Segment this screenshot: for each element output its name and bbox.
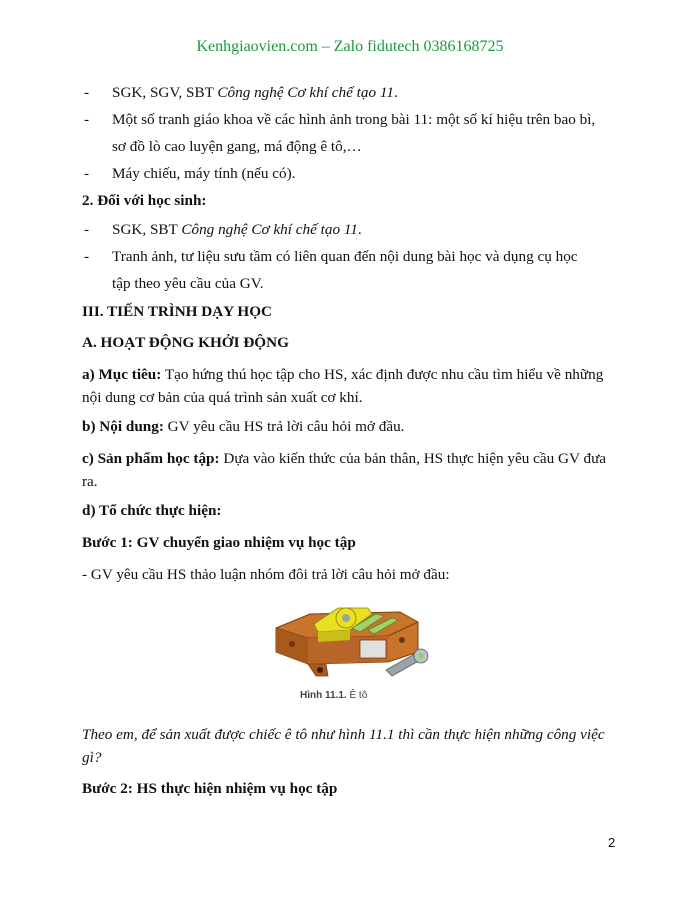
organize-heading: d) Tổ chức thực hiện: (82, 502, 222, 519)
step1-paragraph: - GV yêu cầu HS thảo luận nhóm đôi trả lời câu hỏi mở đầu: (82, 566, 450, 583)
section-heading: A. HOẠT ĐỘNG KHỞI ĐỘNG (82, 334, 289, 351)
question-paragraph: Theo em, để sản xuất được chiếc ê tô như hình 11.1 thì cần thực hiện những công việc (82, 726, 605, 743)
students-heading: 2. Đối với học sinh: (82, 192, 207, 209)
header-separator: – (317, 38, 334, 55)
product-paragraph: c) Sản phẩm học tập: Dựa vào kiến thức của bản thân, HS thực hiện yêu cầu GV đưa (82, 450, 607, 467)
objective-paragraph-cont: nội dung cơ bản của quá trình sản xuất cơ khí. (82, 389, 363, 406)
header-site[interactable]: Kenhgiaovien.com (196, 38, 318, 55)
bullet-dash: - (84, 111, 90, 128)
question-paragraph-cont: gì? (82, 749, 102, 766)
bullet-dash: - (84, 84, 90, 101)
objective-paragraph: a) Mục tiêu: Tạo hứng thú học tập cho HS, xác định được nhu cầu tìm hiểu về những (82, 366, 604, 383)
header-contact[interactable]: Zalo fidutech 0386168725 (333, 38, 504, 55)
vise-figure (268, 600, 436, 686)
list-item: - Một số tranh giáo khoa về các hình ảnh trong bài 11: một số kí hiệu trên bao bì, (102, 106, 618, 133)
list-item: - SGK, SGV, SBT Công nghệ Cơ khí chế tạo 11. (102, 79, 618, 106)
content-paragraph: b) Nội dung: GV yêu cầu HS trả lời câu hỏi mở đầu. (82, 418, 405, 435)
section-heading: III. TIẾN TRÌNH DẠY HỌC (82, 303, 273, 320)
list-item-continuation: sơ đồ lò cao luyện gang, má động ê tô,… (112, 138, 362, 155)
step1-heading: Bước 1: GV chuyển giao nhiệm vụ học tập (82, 534, 356, 551)
list-item: - Tranh ảnh, tư liệu sưu tầm có liên quan đến nội dung bài học và dụng cụ học (102, 243, 618, 270)
product-paragraph-cont: ra. (82, 473, 98, 490)
bullet-dash: - (84, 248, 90, 265)
figure-caption: Hình 11.1. Ê tô (300, 690, 368, 701)
list-item-continuation: tập theo yêu cầu của GV. (112, 275, 264, 292)
list-item: - Máy chiếu, máy tính (nếu có). (102, 160, 618, 187)
page-header (0, 38, 700, 56)
page-number: 2 (608, 835, 616, 850)
step2-heading: Bước 2: HS thực hiện nhiệm vụ học tập (82, 780, 338, 797)
bullet-dash: - (84, 221, 90, 238)
list-item: - SGK, SBT Công nghệ Cơ khí chế tạo 11. (102, 216, 618, 243)
bullet-dash: - (84, 165, 90, 182)
